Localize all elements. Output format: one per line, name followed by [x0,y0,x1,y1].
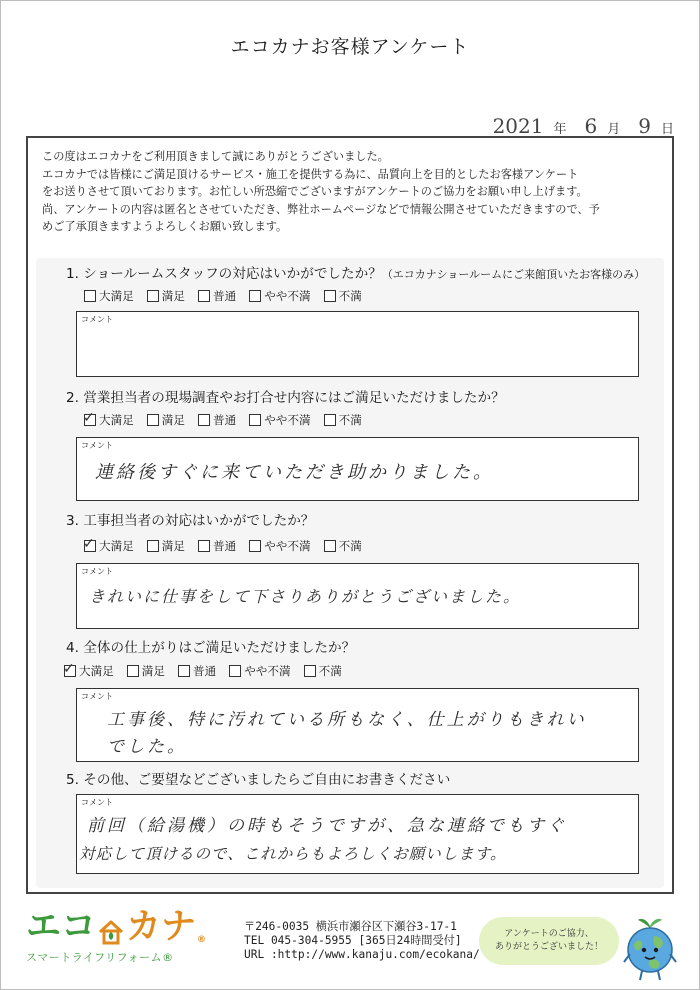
question-5-text: 5. その他、ご要望などございましたらご自由にお書きください [66,772,451,788]
checkbox[interactable] [147,290,159,302]
option-dissatisfied[interactable] [324,538,362,554]
option-dissatisfied[interactable] [324,288,362,304]
checkbox[interactable] [229,665,241,677]
registered-mark: ® [197,935,207,945]
bubble-line: ありがとうございました！ [494,942,603,952]
question-4-comment-box[interactable] [76,688,639,762]
option-label: 満足 [161,539,185,553]
question-1-comment-box[interactable] [76,311,639,377]
option-label: 不満 [338,539,362,553]
checkbox[interactable] [249,290,261,302]
date-year: 2021 [492,114,544,138]
option-label: 普通 [213,413,237,427]
check-icon: ✓ [83,536,95,552]
comment-label: コメント [81,798,113,807]
option-label: やや不満 [264,413,311,427]
option-dissatisfied[interactable] [324,412,362,428]
date-year-unit: 年 [553,122,567,137]
checkbox[interactable] [198,414,210,426]
house-icon [98,917,124,943]
option-label: 大満足 [99,539,134,553]
checkbox[interactable] [249,540,261,552]
checkbox[interactable] [324,290,336,302]
question-2-title [66,386,505,406]
option-label: 不満 [318,664,342,678]
option-satisfied[interactable] [147,412,185,428]
option-dissatisfied[interactable] [304,663,342,679]
question-1-options [84,288,375,304]
intro-line: この度はエコカナをご利用頂きまして誠にありがとうございました。 [42,150,389,163]
checkbox[interactable] [147,414,159,426]
comment-label: コメント [81,315,113,324]
question-4-text: 4. 全体の仕上がりはご満足いただけましたか？ [66,640,356,656]
checkbox[interactable] [198,290,210,302]
question-2-options [84,412,375,428]
date-month: 6 [584,114,598,138]
option-label: 不満 [338,289,362,303]
option-very-satisfied[interactable] [84,538,134,554]
comment-handwriting: 前回（給湯機）の時もそうですが、急な連絡でもすぐ [87,816,567,836]
comment-label: コメント [81,441,113,450]
option-very-satisfied[interactable] [84,288,134,304]
comment-handwriting: きれいに仕事をして下さりありがとうございました。 [89,587,522,606]
question-3-options [84,538,375,554]
option-label: 大満足 [79,664,114,678]
option-somewhat-dissatisfied[interactable] [249,288,310,304]
option-label: 大満足 [99,289,134,303]
telephone: TEL 045-304-5955 [365日24時間受付] [244,934,462,947]
question-1-note: （エコカナショールームにご来館頂いたお客様のみ） [381,268,646,281]
comment-handwriting: 連絡後すぐに来ていただき助かりました。 [95,462,494,483]
date-day: 9 [638,114,651,138]
option-label: 満足 [161,413,185,427]
logo-text-right: カナ [126,907,197,947]
date-month-unit: 月 [607,122,621,137]
checkbox[interactable] [178,665,190,677]
checkbox[interactable] [83,536,96,552]
checkbox[interactable] [249,414,261,426]
website-url[interactable]: URL :http://www.kanaju.com/ecokana/ [244,948,480,961]
option-label: 普通 [193,664,217,678]
checkbox[interactable] [127,665,139,677]
intro-line: エコカナでは皆様にご満足頂けるサービス・施工を提供する為に、品質向上を目的としたお客様アンケート [42,167,579,181]
question-2-text: 2. 営業担当者の現場調査やお打合せ内容にはご満足いただけましたか？ [66,390,505,406]
bubble-line: アンケートのご協力、 [504,929,594,939]
thanks-speech-bubble [479,917,619,965]
question-4-title [66,636,355,656]
option-somewhat-dissatisfied[interactable] [249,538,310,554]
checkbox[interactable] [198,540,210,552]
question-3-title [66,509,314,529]
option-label: やや不満 [264,289,311,303]
question-5-title [66,768,450,788]
option-neutral[interactable] [198,412,236,428]
question-2-comment-box[interactable] [76,437,639,501]
checkbox[interactable] [83,410,96,426]
question-4-options [64,663,355,679]
document-title: エコカナお客様アンケート [230,36,470,58]
checkbox[interactable] [63,661,76,677]
question-3-comment-box[interactable] [76,563,639,629]
logo-text-left: エコ [26,907,97,947]
survey-date [493,114,674,138]
option-label: 普通 [213,289,237,303]
address: 〒246-0035 横浜市瀬谷区下瀬谷3-17-1 [244,920,457,933]
option-very-satisfied[interactable] [64,663,114,679]
ecokana-logo [26,907,207,965]
option-label: 大満足 [99,413,134,427]
comment-label: コメント [81,692,113,701]
comment-handwriting: 対応して頂けるので、これからもよろしくお願いします。 [79,845,507,863]
checkbox[interactable] [84,290,96,302]
option-satisfied[interactable] [127,663,165,679]
option-label: 普通 [213,539,237,553]
intro-line: めご了承頂きますようよろしくお願い致します。 [42,220,288,233]
intro-line: 尚、アンケートの内容は匿名とさせていただき、弊社ホームページなどで情報公開させていただきますので、予 [42,202,600,216]
check-icon: ✓ [83,410,95,426]
comment-handwriting: 工事後、特に汚れている所もなく、仕上がりもきれい [107,710,587,730]
checkbox[interactable] [324,540,336,552]
questions-area [36,258,664,888]
option-neutral[interactable] [198,288,236,304]
checkbox[interactable] [147,540,159,552]
option-label: 満足 [161,289,185,303]
survey-panel [26,136,674,894]
checkbox[interactable] [324,414,336,426]
check-icon: ✓ [63,661,75,677]
comment-label: コメント [81,567,113,576]
intro-line: をお送りさせて頂いております。お忙しい所恐縮でございますがアンケートのご協力をお願い申し上げます。 [42,185,588,198]
option-label: 不満 [338,413,362,427]
option-satisfied[interactable] [147,288,185,304]
option-label: やや不満 [264,539,311,553]
date-day-unit: 日 [660,122,674,137]
option-label: やや不満 [244,664,291,678]
option-somewhat-dissatisfied[interactable] [229,663,290,679]
checkbox[interactable] [304,665,316,677]
option-neutral[interactable] [178,663,216,679]
question-5-comment-box[interactable] [76,794,639,874]
option-very-satisfied[interactable] [84,412,134,428]
option-neutral[interactable] [198,538,236,554]
contact-info [244,920,480,962]
intro-text [42,148,662,236]
logo-subtitle: スマートライフリフォーム® [26,951,174,964]
earth-mascot-icon [620,914,680,988]
question-3-text: 3. 工事担当者の対応はいかがでしたか？ [66,513,315,529]
question-1-title [66,262,645,282]
option-label: 満足 [141,664,165,678]
question-1-text: 1. ショールームスタッフの対応はいかがでしたか？ [66,266,382,282]
option-somewhat-dissatisfied[interactable] [249,412,310,428]
comment-handwriting: でした。 [107,737,187,757]
option-satisfied[interactable] [147,538,185,554]
